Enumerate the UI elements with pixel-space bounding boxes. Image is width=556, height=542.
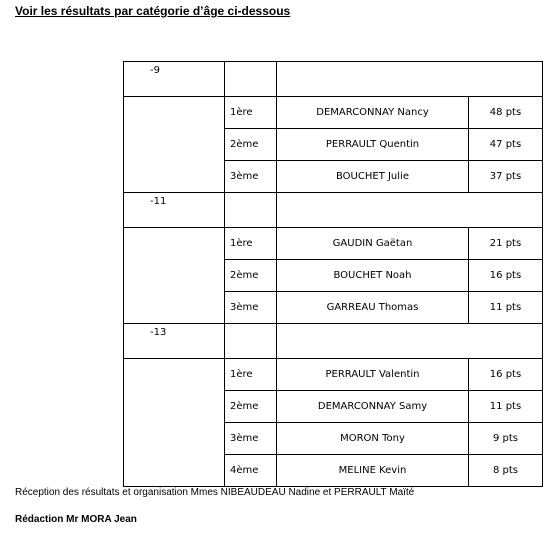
participant-name-cell: DEMARCONNAY Samy (277, 391, 469, 423)
rank-cell: 2ème (225, 391, 277, 423)
category-header-row (124, 62, 543, 97)
category-header-blank (277, 62, 543, 97)
points-cell: 16 pts (469, 359, 543, 391)
points-cell: 48 pts (469, 97, 543, 129)
participant-name-cell: MELINE Kevin (277, 455, 469, 487)
participant-name-cell: GAUDIN Gaëtan (277, 228, 469, 260)
category-blank-cell (124, 359, 225, 487)
participant-name-cell: PERRAULT Valentin (277, 359, 469, 391)
rank-cell: 2ème (225, 129, 277, 161)
points-cell: 37 pts (469, 161, 543, 193)
category-header-blank (277, 324, 543, 359)
category-label: -13 (124, 324, 225, 359)
rank-cell: 1ère (225, 359, 277, 391)
result-row (124, 97, 543, 129)
participant-name-cell: GARREAU Thomas (277, 292, 469, 324)
reception-note: Réception des résultats et organisation Mmes NIBEAUDEAU Nadine et PERRAULT Maïté (15, 487, 415, 498)
results-table-body (124, 62, 543, 487)
rank-cell: 2ème (225, 260, 277, 292)
participant-name-cell: MORON Tony (277, 423, 469, 455)
category-header-blank (277, 193, 543, 228)
participant-name-cell: BOUCHET Julie (277, 161, 469, 193)
points-cell: 16 pts (469, 260, 543, 292)
rank-cell: 4ème (225, 455, 277, 487)
result-row (124, 228, 543, 260)
rank-cell: 3ème (225, 161, 277, 193)
points-cell: 11 pts (469, 391, 543, 423)
points-cell: 11 pts (469, 292, 543, 324)
participant-name-cell: DEMARCONNAY Nancy (277, 97, 469, 129)
category-blank-cell (124, 228, 225, 324)
rank-cell: 3ème (225, 292, 277, 324)
category-header-row (124, 193, 543, 228)
page-heading: Voir les résultats par catégorie d’âge ci-dessous (15, 4, 291, 18)
category-header-spacer (225, 324, 277, 359)
rank-cell: 1ère (225, 97, 277, 129)
category-header-spacer (225, 193, 277, 228)
result-row (124, 359, 543, 391)
points-cell: 21 pts (469, 228, 543, 260)
results-table (123, 61, 543, 487)
points-cell: 8 pts (469, 455, 543, 487)
category-header-row (124, 324, 543, 359)
rank-cell: 3ème (225, 423, 277, 455)
category-label: -11 (124, 193, 225, 228)
category-blank-cell (124, 97, 225, 193)
redaction-note: Rédaction Mr MORA Jean (15, 514, 137, 525)
participant-name-cell: BOUCHET Noah (277, 260, 469, 292)
rank-cell: 1ère (225, 228, 277, 260)
category-label: -9 (124, 62, 225, 97)
points-cell: 47 pts (469, 129, 543, 161)
participant-name-cell: PERRAULT Quentin (277, 129, 469, 161)
points-cell: 9 pts (469, 423, 543, 455)
category-header-spacer (225, 62, 277, 97)
